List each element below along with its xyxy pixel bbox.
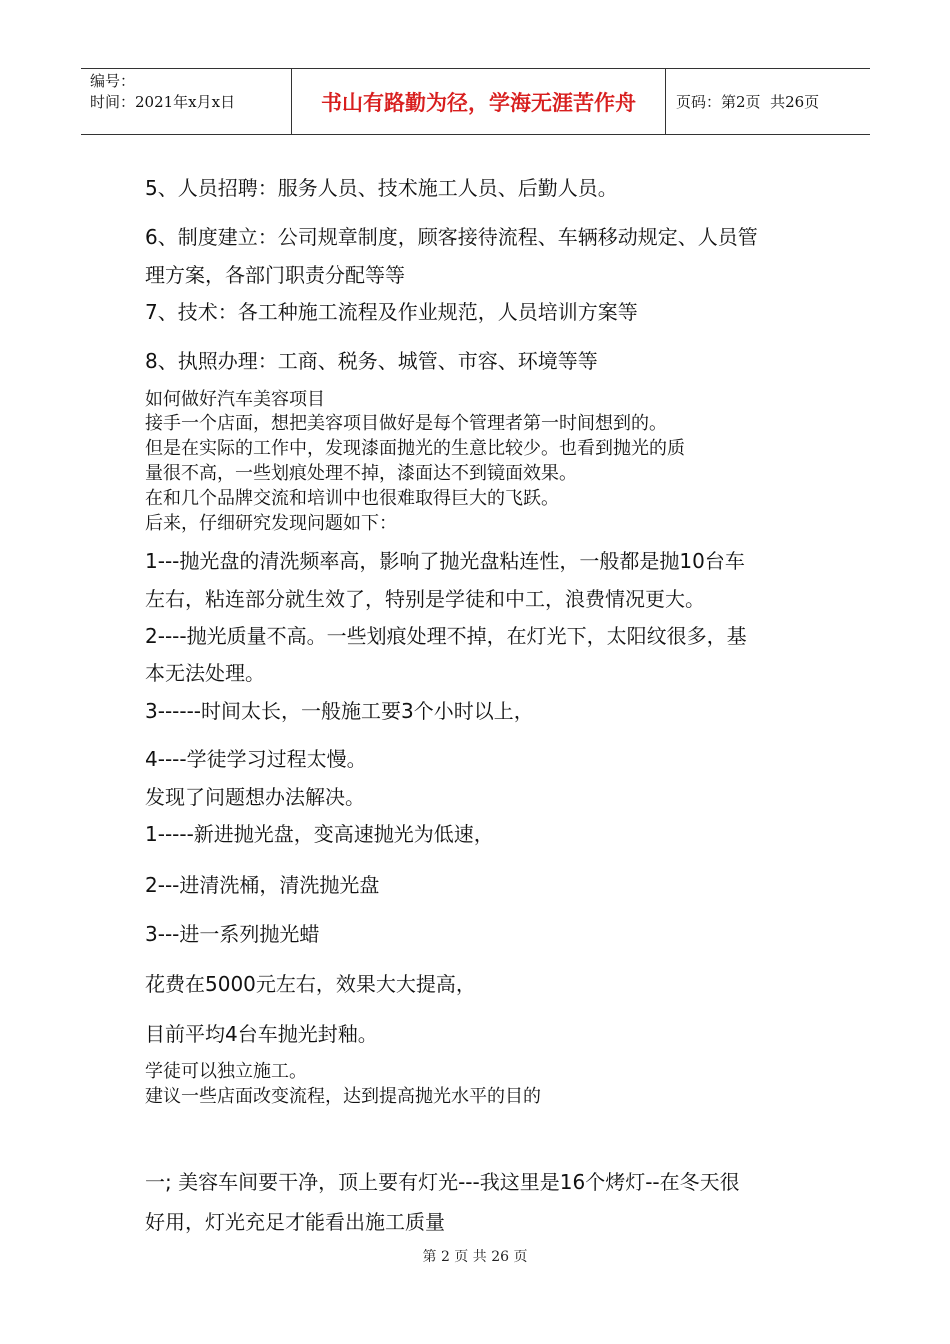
text-line: 3------时间太长，一般施工要3个小时以上，	[145, 699, 534, 723]
text-line: 8、执照办理：工商、税务、城管、市容、环境等等	[145, 349, 598, 373]
text-line: 学徒可以独立施工。	[145, 1061, 307, 1082]
text-line: 2----抛光质量不高。一些划痕处理不掉，在灯光下，太阳纹很多，基	[145, 624, 747, 648]
text-line: 但是在实际的工作中，发现漆面抛光的生意比较少。也看到抛光的质	[145, 438, 685, 459]
text-line: 接手一个店面，想把美容项目做好是每个管理者第一时间想到的。	[145, 413, 667, 434]
text-line: 5、人员招聘：服务人员、技术施工人员、后勤人员。	[145, 176, 618, 200]
text-line: 本无法处理。	[145, 661, 265, 685]
text-line: 7、技术：各工种施工流程及作业规范，人员培训方案等	[145, 300, 638, 324]
header-meta	[81, 69, 292, 134]
page-info-text: 页码：第2页 共26页	[676, 93, 820, 111]
text-line: 建议一些店面改变流程，达到提高抛光水平的目的	[145, 1086, 541, 1107]
text-line: 1-----新进抛光盘，变高速抛光为低速，	[145, 822, 494, 846]
text-line: 理方案，各部门职责分配等等	[145, 263, 405, 287]
time-label: 时间：2021年x月x日	[90, 93, 236, 111]
section-heading: 如何做好汽车美容项目	[145, 389, 325, 410]
text-line: 6、制度建立：公司规章制度，顾客接待流程、车辆移动规定、人员管	[145, 225, 758, 249]
text-line: 3---进一系列抛光蜡	[145, 922, 320, 946]
number-label: 编号：	[90, 72, 136, 90]
header-motto: 书山有路勤为径，学海无涯苦作舟	[292, 69, 666, 134]
text-line: 后来，仔细研究发现问题如下：	[145, 513, 397, 534]
page-header	[81, 68, 870, 135]
text-line: 左右，粘连部分就生效了，特别是学徒和中工，浪费情况更大。	[145, 587, 705, 611]
page-footer: 第 2 页 共 26 页	[422, 1249, 528, 1265]
text-line: 花费在5000元左右，效果大大提高，	[145, 972, 476, 996]
text-line: 一; 美容车间要干净，顶上要有灯光---我这里是16个烤灯--在冬天很	[145, 1170, 740, 1194]
text-line: 目前平均4台车抛光封釉。	[145, 1022, 378, 1046]
text-line: 2---进清洗桶，清洗抛光盘	[145, 873, 380, 897]
header-page-info	[666, 69, 870, 134]
text-line: 量很不高，一些划痕处理不掉，漆面达不到镜面效果。	[145, 463, 577, 484]
text-line: 发现了问题想办法解决。	[145, 785, 365, 809]
text-line: 好用，灯光充足才能看出施工质量	[145, 1210, 445, 1234]
text-line: 4----学徒学习过程太慢。	[145, 747, 367, 771]
text-line: 在和几个品牌交流和培训中也很难取得巨大的飞跃。	[145, 488, 559, 509]
text-line: 1---抛光盘的清洗频率高，影响了抛光盘粘连性，一般都是抛10台车	[145, 549, 745, 573]
